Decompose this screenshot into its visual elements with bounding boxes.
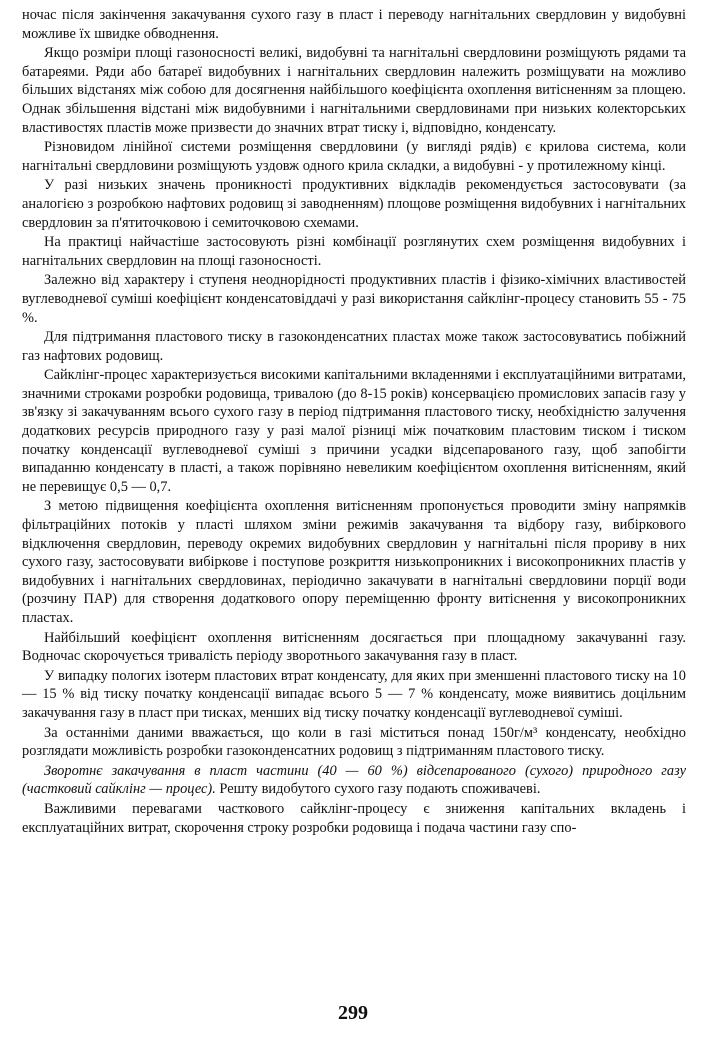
paragraph-continuation: Решту видобутого сухого газу подають споживачеві. xyxy=(215,781,541,798)
paragraph: Залежно від характеру і ступеня неоднорідності продуктивних пластів і фізико-хімічних властивостей вуглеводневої суміші коефіцієнт конденсатовіддачі у разі використання сайклінг-процесу становить 55 - 75 %. xyxy=(22,272,686,326)
paragraph: За останніми даними вважається, що коли в газі міститься понад 150г/м³ конденсату, необхідно розглядати можливість розробки газоконденсатних родовищ з підтриманням пластового тиску. xyxy=(22,724,686,760)
paragraph xyxy=(22,762,686,799)
paragraph: На практиці найчастіше застосовують різні комбінації розглянутих схем розміщення видобувних і нагнітальних свердловин на площі газоносності. xyxy=(22,234,686,269)
paragraph: Сайклінг-процес характеризується високими капітальними вкладеннями і експлуатаційними витратами, значними строками розробки родовища, тривалою (до 8-15 років) консервацією промислових запасів газу у зв'язку зі закачуванням всього сухого газу в період підтримання пластового тиску, необхідністю залучення додаткових ресурсів природного газу у разі малої різниці між початковим пластовим тиском і тиском початку конденсації вуглеводневої суміші з причини усадки відсепарованого газу, щоб запобігти випаданню конденсату в пласті, а також порівняно невеликим коефіцієнтом охоплення витісненням, який не перевищує 0,5 — 0,7. xyxy=(22,367,686,495)
page-body xyxy=(22,6,686,838)
paragraph: Якщо розміри площі газоносності великі, видобувні та нагнітальні свердловини розміщують рядами та батареями. Ряди або батареї видобувних і нагнітальних свердловин належить розміщувати на можливо більших відстанях між собою для досягнення найбільшого коефіцієнта охоплення витісненням за площею. Однак збільшення відстані між видобувними і нагнітальними свердловинами при низьких колекторських властивостях пластів може призвести до значних втрат тиску і, відповідно, конденсату. xyxy=(22,45,686,136)
paragraph: Найбільший коефіцієнт охоплення витісненням досягається при площадному закачуванні газу. Водночас скорочується тривалість періоду зворотнього закачування газу в пласт. xyxy=(22,629,686,665)
italic-definition: Зворотнє закачування в пласт частини (40 — 60 %) відсепарованого (сухого) природного газу (частковий сайклінг — процес). xyxy=(22,762,686,798)
paragraph: Для підтримання пластового тиску в газоконденсатних пластах може також застосовуватись побіжний газ нафтових родовищ. xyxy=(22,329,686,364)
paragraph: Важливими перевагами часткового сайклінг-процесу є зниження капітальних вкладень і експлуатаційних витрат, скорочення строку розробки родовища і подача частини газу спо- xyxy=(22,800,686,836)
paragraph: З метою підвищення коефіцієнта охоплення витісненням пропонується проводити зміну напрямків фільтраційних потоків у пласті шляхом зміни режимів закачування та відбору газу, вибіркового відключення свердловин, переводу окремих видобувних свердловин у нагнітальні після прориву в них сухого газу, застосовувати вибіркове і поступове розкриття низькопроникних і високопроникних пластів у видобувних і нагнітальних свердловинах, періодично закачувати в нагнітальні свердловини порції води (розчину ПАР) для створення додаткового опору переміщенню фронту витіснення у високопроникних пластах. xyxy=(22,498,686,626)
paragraph: У випадку пологих ізотерм пластових втрат конденсату, для яких при зменшенні пластового тиску на 10 — 15 % від тиску початку конденсації випадає всього 5 — 7 % конденсату, може виявитись доцільним закачування газу в пласт при тисках, менших від тиску початку конденсації вуглеводневої суміші. xyxy=(22,667,686,721)
paragraph: ночас після закінчення закачування сухого газу в пласт і переводу нагнітальних свердловин у видобувні можливе їх швидке обводнення. xyxy=(22,7,686,42)
paragraph: У разі низьких значень проникності продуктивних відкладів рекомендується застосовувати (за аналогією з розробкою нафтових родовищ зі заводненням) площове розміщення видобувних і нагнітальних свердловин за п'ятиточковою і семиточковою схемами. xyxy=(22,177,686,231)
paragraph: Різновидом лінійної системи розміщення свердловини (у вигляді рядів) є крилова система, коли нагнітальні свердловини розміщують уздовж одного крила складки, а видобувні - у протилежному кінці. xyxy=(22,139,686,174)
page-number: 299 xyxy=(338,1002,368,1024)
